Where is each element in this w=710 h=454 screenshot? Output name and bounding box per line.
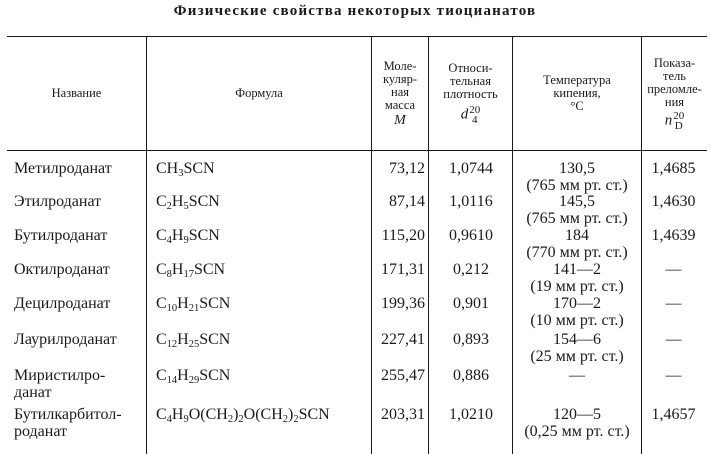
row-refraction: 1,4685	[651, 160, 696, 177]
row-temperature	[513, 331, 641, 365]
formula-part: C	[156, 227, 167, 244]
row-name-line: Этилроданат	[14, 193, 102, 210]
row-temperature-value: 130,5	[559, 160, 595, 177]
formula-subscript: 10	[166, 303, 178, 314]
formula-part: H	[177, 367, 189, 384]
row-temperature-pressure: (19 мм рт. ст.)	[530, 278, 624, 295]
header-mass-line: Моле-	[383, 59, 417, 73]
header-density-symbol: d 20 4	[460, 104, 481, 126]
row-mass: 115,20	[381, 227, 425, 244]
row-name-line: роданат	[14, 423, 68, 440]
row-name	[14, 261, 110, 278]
formula-subscript: 12	[166, 339, 178, 350]
row-temperature-pressure: (765 мм рт. ст.)	[526, 210, 628, 227]
formula-part: H	[171, 227, 184, 244]
formula-part: C	[156, 295, 167, 312]
row-name-line: Октилроданат	[14, 261, 110, 278]
row-temperature-pressure: (0,25 мм рт. ст.)	[524, 423, 630, 440]
row-temperature-pressure: (765 мм рт. ст.)	[526, 177, 628, 194]
row-refraction: —	[665, 331, 682, 348]
formula-part: SCN	[193, 261, 226, 278]
row-density: 0,212	[453, 261, 489, 278]
header-refraction-line: тель	[663, 68, 686, 83]
row-name	[14, 331, 117, 348]
formula-subscript: 2	[227, 414, 234, 425]
formula-subscript: 25	[188, 339, 200, 350]
row-mass: 87,14	[389, 193, 425, 210]
header-refraction-symbol: n 20 D	[664, 109, 685, 132]
header-mass-line: ная	[391, 85, 409, 99]
formula-subscript: 8	[166, 269, 172, 280]
row-temperature	[513, 261, 641, 295]
row-temperature-value: 141—2	[553, 261, 601, 278]
row-formula	[156, 295, 230, 312]
formula-part: )	[233, 406, 239, 423]
formula-part: H	[177, 295, 189, 312]
header-name-label: Название	[51, 86, 102, 100]
header-refraction	[642, 37, 707, 150]
row-refraction: 1,4630	[651, 193, 696, 210]
row-name	[14, 160, 112, 177]
row-refraction: —	[665, 261, 682, 278]
row-name-line: данат	[14, 384, 52, 401]
row-density: 0,893	[453, 331, 489, 348]
header-refraction-line: Показа-	[653, 55, 696, 70]
row-temperature-pressure: (770 мм рт. ст.)	[526, 244, 628, 261]
header-density	[429, 37, 512, 150]
row-temperature	[513, 367, 641, 384]
formula-part: C	[156, 367, 167, 384]
row-name	[14, 295, 110, 312]
header-temperature	[513, 37, 641, 150]
row-temperature	[513, 406, 641, 440]
header-density-line: плотность	[443, 87, 498, 101]
row-temperature-pressure: (10 мм рт. ст.)	[530, 312, 624, 329]
row-refraction: 1,4657	[651, 406, 696, 423]
header-name	[7, 37, 146, 150]
formula-subscript: 3	[178, 168, 184, 179]
row-temperature	[513, 160, 641, 194]
row-formula	[156, 227, 220, 244]
formula-subscript: 2	[282, 414, 289, 425]
formula-part: SCN	[188, 227, 220, 244]
row-formula	[156, 367, 230, 384]
formula-part: H	[171, 261, 184, 278]
formula-part: )	[288, 406, 294, 423]
formula-subscript: 9	[183, 414, 189, 425]
header-mass-symbol: M	[394, 113, 406, 128]
row-formula	[156, 406, 330, 423]
row-temperature-value: 170—2	[553, 295, 601, 312]
header-refraction-line: ния	[664, 94, 685, 109]
header-density-line: тельная	[450, 74, 491, 88]
formula-subscript: 2	[166, 201, 172, 212]
row-mass: 171,31	[381, 261, 425, 278]
formula-part: C	[156, 261, 167, 278]
row-name-line: Метилроданат	[14, 160, 112, 177]
header-temperature-line: кипения,	[553, 86, 601, 100]
formula-part: H	[177, 331, 189, 348]
formula-part: SCN	[199, 367, 231, 384]
formula-subscript: 4	[166, 414, 172, 425]
row-density: 0,901	[453, 295, 489, 312]
row-density: 0,886	[453, 367, 489, 384]
row-density: 0,9610	[449, 227, 493, 244]
formula-subscript: 5	[183, 201, 189, 212]
row-refraction: 1,4639	[651, 227, 696, 244]
formula-subscript: 14	[166, 375, 178, 386]
header-formula-label: Формула	[235, 86, 283, 100]
row-name	[14, 367, 105, 401]
formula-part: SCN	[188, 193, 220, 210]
formula-part: O(CH	[188, 406, 228, 423]
header-temperature-line: Температура	[543, 73, 611, 87]
row-refraction: —	[665, 367, 682, 384]
row-name-line: Лаурилроданат	[14, 331, 117, 348]
row-mass: 203,31	[381, 406, 425, 423]
row-formula	[156, 160, 215, 177]
row-temperature	[513, 193, 641, 227]
formula-part: H	[171, 193, 184, 210]
formula-part: C	[156, 331, 167, 348]
row-name-line: Децилроданат	[14, 295, 111, 312]
row-temperature-value: 120—5	[553, 406, 601, 423]
formula-subscript: 21	[188, 303, 200, 314]
row-temperature-value: 184	[565, 227, 589, 244]
formula-subscript: 9	[183, 235, 189, 246]
header-mass-line: масса	[384, 98, 416, 112]
formula-part: SCN	[183, 160, 215, 177]
formula-part: SCN	[298, 406, 330, 423]
header-formula	[147, 37, 371, 150]
formula-part: H	[171, 406, 184, 423]
header-temperature-line: °C	[570, 99, 584, 113]
row-temperature	[513, 295, 641, 329]
row-density: 1,0210	[449, 406, 493, 423]
header-mass-line: куляр-	[383, 72, 417, 86]
row-name	[14, 193, 101, 210]
formula-part: SCN	[199, 295, 231, 312]
row-mass: 73,12	[389, 160, 425, 177]
row-formula	[156, 261, 225, 278]
row-density: 1,0744	[449, 160, 493, 177]
row-name	[14, 227, 107, 244]
row-mass: 227,41	[381, 331, 425, 348]
row-name-line: Миристилро-	[14, 367, 106, 384]
header-density-line: Относи-	[448, 61, 493, 75]
formula-part: C	[156, 406, 167, 423]
formula-part: O(CH	[243, 406, 283, 423]
formula-subscript: 2	[238, 414, 244, 425]
row-name-line: Бутилроданат	[14, 227, 108, 244]
header-bottom-rule	[7, 150, 707, 151]
row-temperature-value: 154—6	[553, 331, 601, 348]
row-mass: 199,36	[381, 295, 425, 312]
header-refraction-line: преломле-	[647, 81, 702, 96]
row-formula	[156, 331, 230, 348]
row-temperature-value: 145,5	[559, 193, 595, 210]
row-name-line: Бутилкарбитол-	[14, 406, 122, 423]
row-formula	[156, 193, 220, 210]
row-name	[14, 406, 122, 440]
formula-subscript: 4	[166, 235, 172, 246]
formula-part: SCN	[199, 331, 231, 348]
row-refraction: —	[665, 295, 682, 312]
table-title: Физические свойства некоторых тиоцианатов	[173, 3, 537, 19]
row-temperature-value: —	[569, 367, 585, 384]
formula-subscript: 17	[183, 269, 194, 280]
row-mass: 255,47	[381, 367, 425, 384]
row-temperature-pressure: (25 мм рт. ст.)	[530, 348, 624, 365]
formula-part: CH	[156, 160, 179, 177]
formula-subscript: 2	[293, 414, 299, 425]
formula-part: C	[156, 193, 167, 210]
header-mass	[372, 37, 428, 150]
row-temperature	[513, 227, 641, 261]
formula-subscript: 29	[188, 375, 200, 386]
row-density: 1,0116	[449, 193, 493, 210]
